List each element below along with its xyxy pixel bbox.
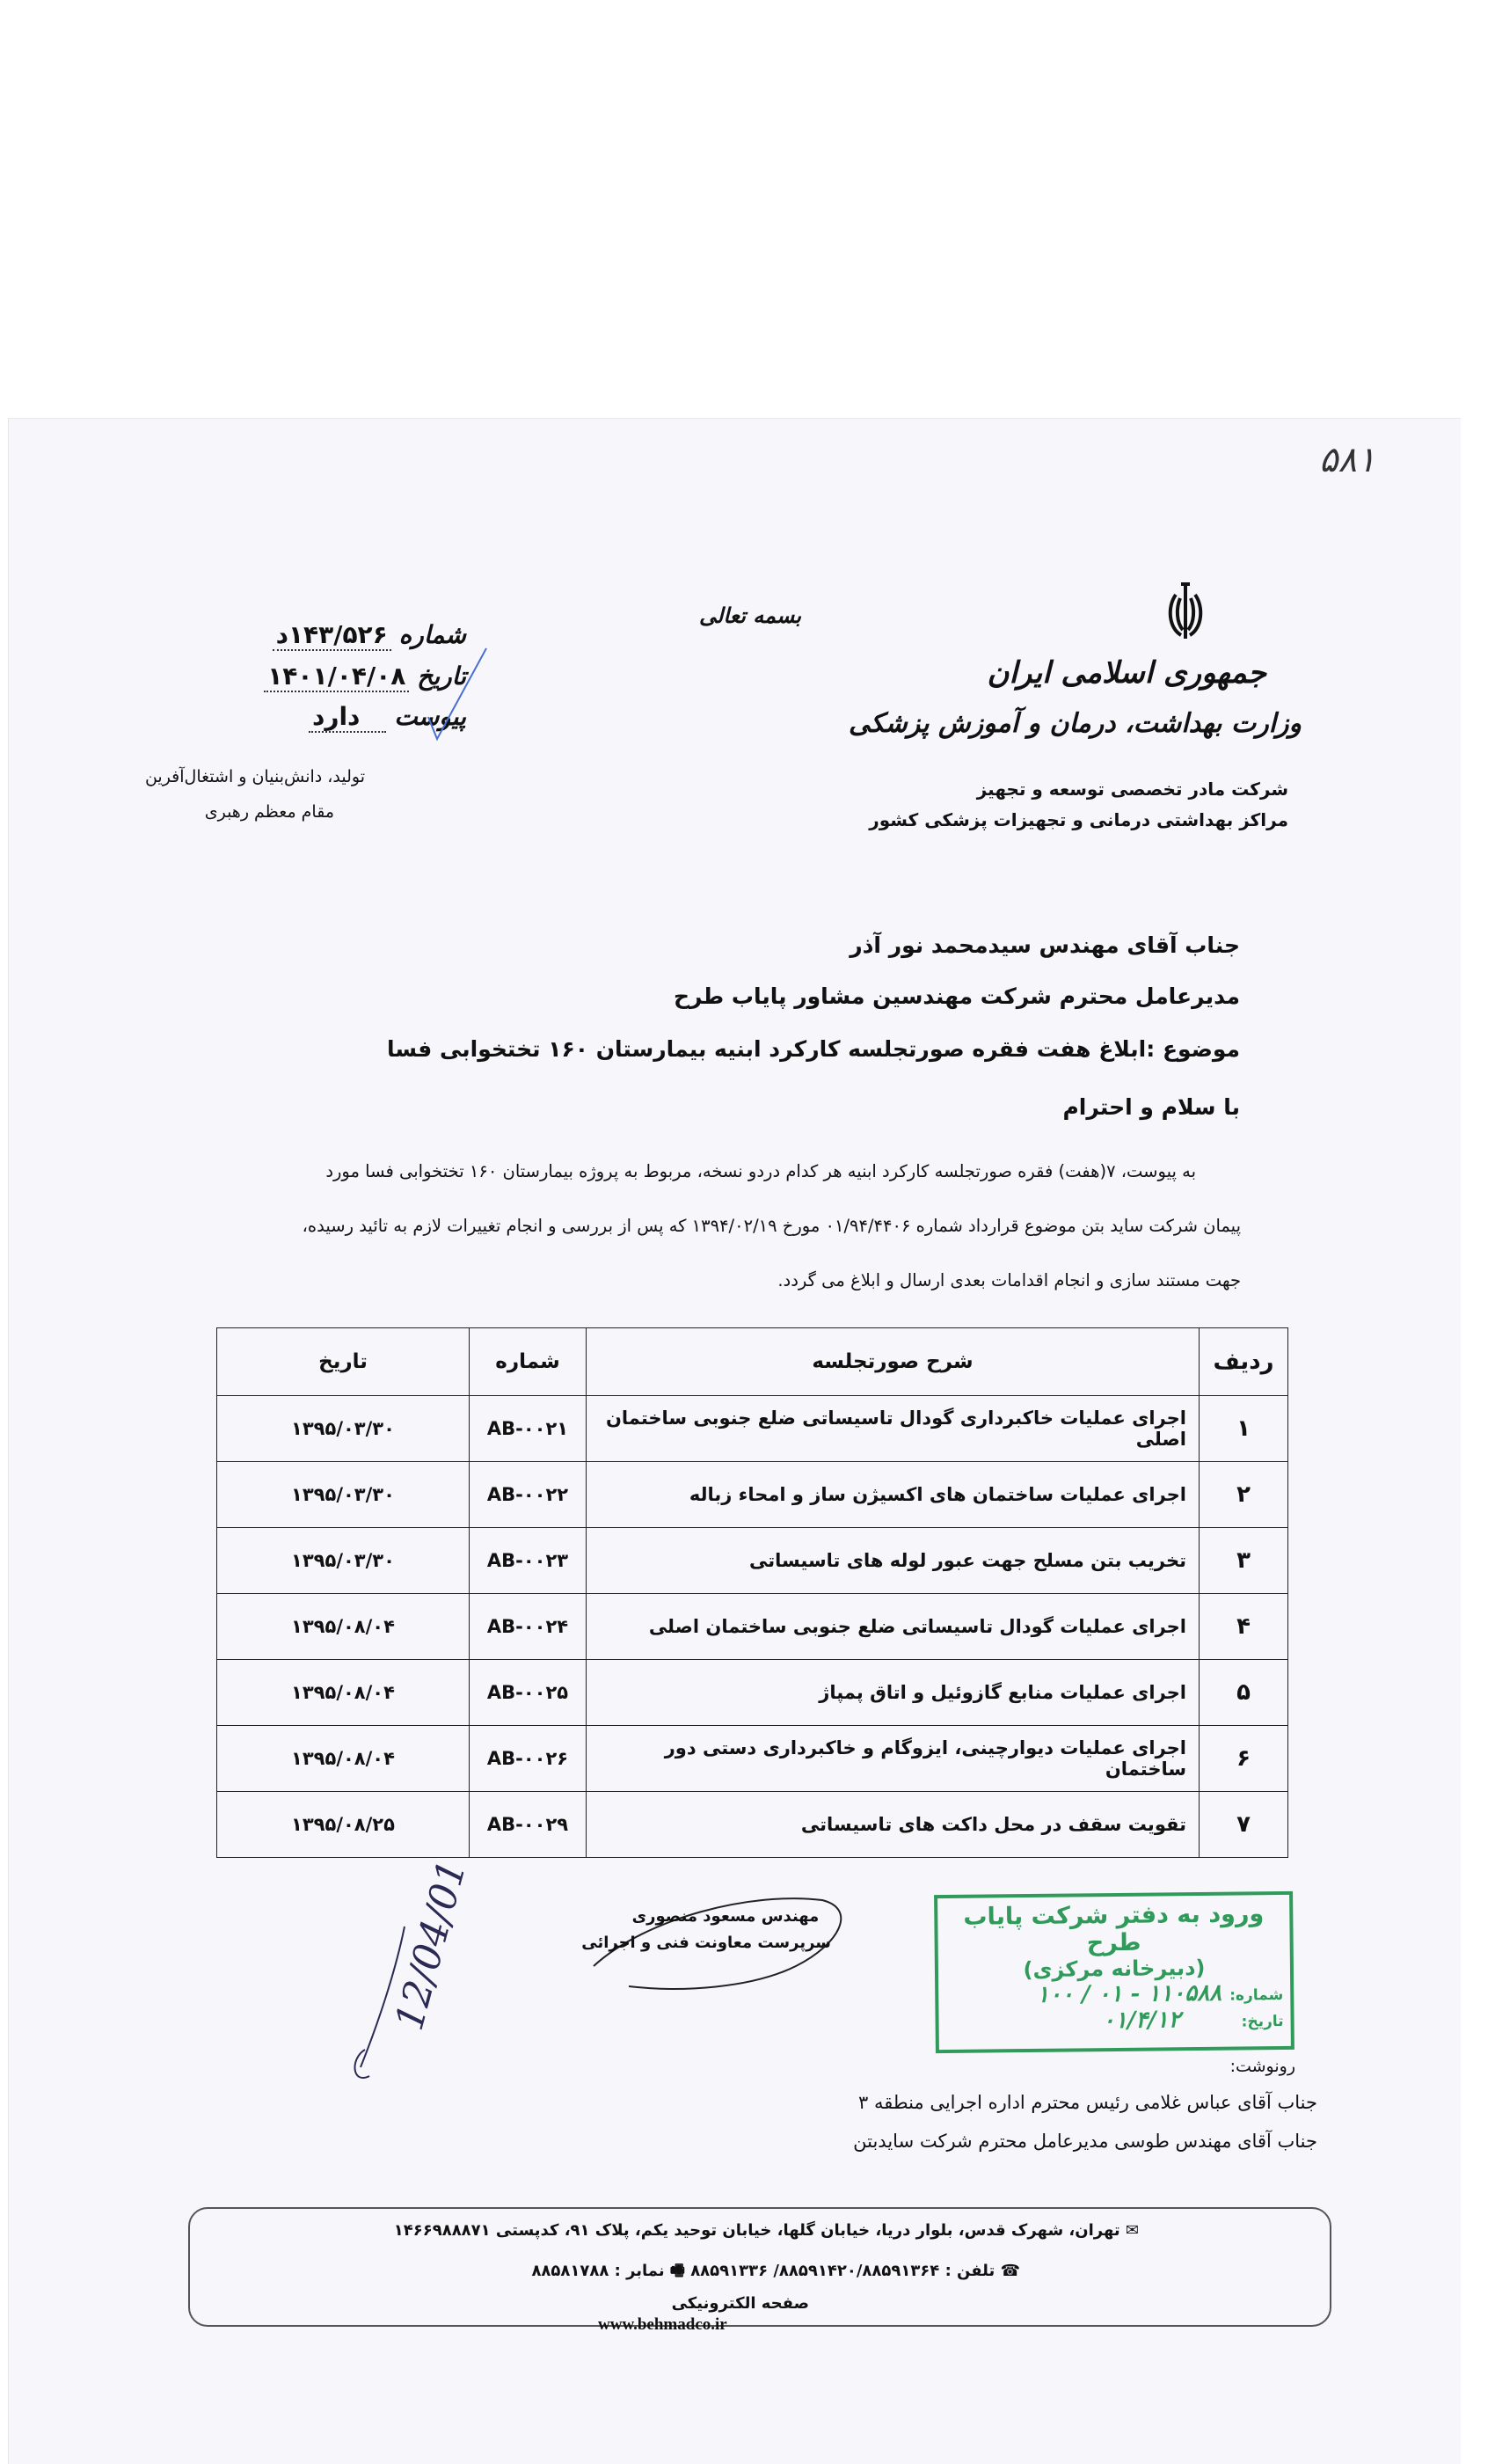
footer-website[interactable]: www.behmadco.ir	[598, 2315, 727, 2334]
footer-address	[394, 2221, 1139, 2240]
greeting: با سلام و احترام	[1062, 1094, 1240, 1120]
table-row	[217, 1726, 1288, 1792]
signer-title: سرپرست معاونت فنی و اجرائی	[581, 1934, 831, 1952]
ministry-name: وزارت بهداشت، درمان و آموزش پزشکی	[849, 708, 1302, 739]
signer-name: مهندس مسعود منصوری	[631, 1907, 820, 1926]
cell-row-number: ۵	[1200, 1660, 1288, 1726]
cc-line-1: جناب آقای عباس غلامی رئیس محترم اداره اجرایی منطقه ۳	[858, 2092, 1317, 2113]
cell-description: تقویت سقف در محل داکت های تاسیساتی	[587, 1792, 1200, 1858]
cell-date: ۱۳۹۵/۰۸/۰۴	[217, 1660, 470, 1726]
footer-contacts	[531, 2260, 1020, 2286]
header-number: شماره	[470, 1328, 587, 1396]
footer-website-label: صفحه الکترونیکی	[671, 2294, 809, 2313]
phone-icon: ☎	[1000, 2262, 1020, 2280]
cell-date: ۱۳۹۵/۰۳/۳۰	[217, 1528, 470, 1594]
attachment-label: پیوست	[394, 702, 466, 731]
address-text: تهران، شهرک قدس، بلوار دریا، خیابان گلها، خیابان توحید یکم، پلاک ۹۱، کدپستی ۱۴۶۶۹۸۸۸۷۱	[393, 2221, 1120, 2240]
bismillah: بسمه تعالی	[699, 603, 802, 628]
cell-number: AB-۰۰۲۶	[470, 1726, 587, 1792]
cell-description: اجرای عملیات منابع گازوئیل و اتاق پمپاژ	[587, 1660, 1200, 1726]
cell-row-number: ۳	[1200, 1528, 1288, 1594]
stamp-number-label: شماره:	[1229, 1985, 1284, 2005]
addressee-title: مدیرعامل محترم شرکت مهندسین مشاور پایاب طرح	[674, 983, 1240, 1009]
table-header-row	[217, 1328, 1288, 1396]
number-label: شماره	[398, 620, 466, 649]
attachment-value: دارد	[309, 702, 386, 733]
cell-number: AB-۰۰۲۳	[470, 1528, 587, 1594]
slogan: تولید، دانش‌بنیان و اشتغال‌آفرین	[144, 767, 365, 786]
cell-description: اجرای عملیات دیوارچینی، ایزوگام و خاکبرداری دستی دور ساختمان	[587, 1726, 1200, 1792]
cell-number: AB-۰۰۲۹	[470, 1792, 587, 1858]
cell-date: ۱۳۹۵/۰۸/۲۵	[217, 1792, 470, 1858]
addressee: جناب آقای مهندس سیدمحمد نور آذر	[850, 932, 1240, 958]
cell-date: ۱۳۹۵/۰۳/۳۰	[217, 1462, 470, 1528]
cell-row-number: ۴	[1200, 1594, 1288, 1660]
received-stamp	[934, 1891, 1294, 2053]
stamp-line-1: ورود به دفتر شرکت پایاب طرح	[963, 1900, 1265, 1957]
handwritten-initials	[343, 1918, 422, 2097]
table-row	[217, 1396, 1288, 1462]
subject: موضوع :ابلاغ هفت فقره صورتجلسه کارکرد ابنیه بیمارستان ۱۶۰ تختخوابی فسا	[387, 1036, 1240, 1062]
page-number: ۵۸۱	[1319, 440, 1376, 480]
cell-date: ۱۳۹۵/۰۸/۰۴	[217, 1726, 470, 1792]
cell-date: ۱۳۹۵/۰۸/۰۴	[217, 1594, 470, 1660]
stamp-number-value: ۱۱۰۵۸۸ - ۰۱ / ۱۰۰	[1036, 1979, 1222, 2008]
country-name: جمهوری اسلامی ایران	[987, 655, 1266, 691]
cell-description: تخریب بتن مسلح جهت عبور لوله های تاسیساتی	[587, 1528, 1200, 1594]
letter-number	[273, 620, 466, 649]
table-row	[217, 1792, 1288, 1858]
cell-number: AB-۰۰۲۴	[470, 1594, 587, 1660]
stamp-date-label: تاریخ:	[1241, 2012, 1284, 2031]
cell-row-number: ۲	[1200, 1462, 1288, 1528]
cell-description: اجرای عملیات خاکبرداری گودال تاسیساتی ضلع جنوبی ساختمان اصلی	[587, 1396, 1200, 1462]
date-label: تاریخ	[417, 662, 466, 691]
org-line-1: شرکت مادر تخصصی توسعه و تجهیز	[976, 779, 1288, 800]
body-line-3: جهت مستند سازی و انجام اقدامات بعدی ارسال و ابلاغ می گردد.	[777, 1270, 1241, 1290]
cell-row-number: ۶	[1200, 1726, 1288, 1792]
stamp-line-2: (دبیرخانه مرکزی)	[1023, 1955, 1206, 1983]
table-row	[217, 1660, 1288, 1726]
checkmark-icon	[427, 647, 488, 747]
handwritten-note: 12/04/01	[387, 1855, 476, 2036]
org-line-2: مراکز بهداشتی درمانی و تجهیزات پزشکی کشور	[869, 809, 1288, 830]
cell-description: اجرای عملیات ساختمان های اکسیژن ساز و امحاء زباله	[587, 1462, 1200, 1528]
stamp-date-value: ۰۱/۴/۱۲	[1102, 2007, 1181, 2035]
fax-label: نمابر :	[614, 2262, 665, 2280]
cc-label: رونوشت:	[1229, 2057, 1295, 2076]
cell-number: AB-۰۰۲۵	[470, 1660, 587, 1726]
number-value: ۱۴۳/۵۲۶د	[273, 620, 391, 651]
cc-line-2: جناب آقای مهندس طوسی مدیرعامل محترم شرکت سایدبتن	[853, 2131, 1317, 2152]
cell-row-number: ۱	[1200, 1396, 1288, 1462]
cell-row-number: ۷	[1200, 1792, 1288, 1858]
cell-description: اجرای عملیات گودال تاسیساتی ضلع جنوبی ساختمان اصلی	[587, 1594, 1200, 1660]
body-line-2: پیمان شرکت ساید بتن موضوع قرارداد شماره ۰۱/۹۴/۴۴۰۶ مورخ ۱۳۹۴/۰۲/۱۹ که پس از بررسی و انجام تغییرات لازم به تائید رسیده،	[302, 1216, 1241, 1236]
phone-label: تلفن :	[944, 2262, 995, 2280]
cell-date: ۱۳۹۵/۰۳/۳۰	[217, 1396, 470, 1462]
table-row	[217, 1528, 1288, 1594]
header-description: شرح صورتجلسه	[587, 1328, 1200, 1396]
mail-icon: ✉	[1125, 2221, 1139, 2240]
cell-number: AB-۰۰۲۲	[470, 1462, 587, 1528]
body-line-1: به پیوست، ۷(هفت) فقره صورتجلسه کارکرد ابنیه هر کدام دردو نسخه، مربوط به پروژه بیمارستان ۱۶۰ تختخوابی فسا مورد	[325, 1161, 1196, 1181]
fax-value: ۸۸۵۸۱۷۸۸	[531, 2262, 609, 2280]
table-row	[217, 1594, 1288, 1660]
cell-number: AB-۰۰۲۱	[470, 1396, 587, 1462]
header-date: تاریخ	[217, 1328, 470, 1396]
phone-value: ۸۸۵۹۱۴۲۰/۸۸۵۹۱۳۶۴/ ۸۸۵۹۱۳۳۶	[690, 2262, 940, 2280]
header-row-number: ردیف	[1200, 1328, 1288, 1396]
minutes-table	[216, 1327, 1288, 1858]
fax-icon: 🖷	[669, 2262, 685, 2280]
iran-emblem-icon	[1165, 581, 1206, 642]
slogan-source: مقام معظم رهبری	[204, 802, 334, 822]
table-row	[217, 1462, 1288, 1528]
date-value: ۱۴۰۱/۰۴/۰۸	[264, 662, 409, 692]
